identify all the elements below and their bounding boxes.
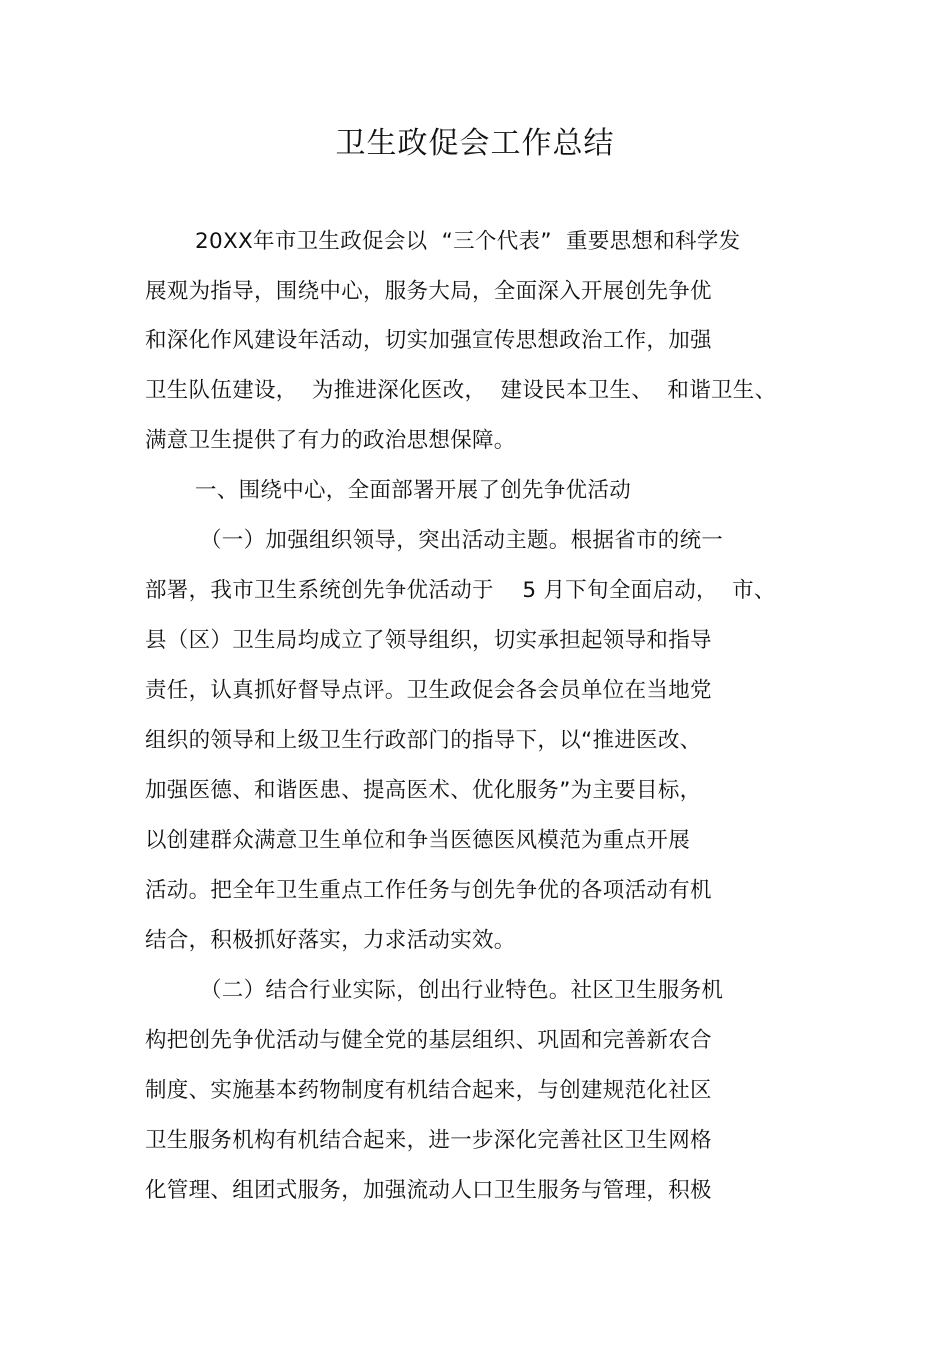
text-line: 组织的领导和上级卫生行政部门的指导下，以“推进医改、 [145, 728, 702, 753]
text-line: 制度、实施基本药物制度有机结合起来，与创建规范化社区 [145, 1078, 712, 1103]
page-title: 卫生政促会工作总结 [335, 126, 615, 161]
text-line: 以创建群众满意卫生单位和争当医德医风模范为重点开展 [145, 828, 691, 853]
text-line: 和深化作风建设年活动，切实加强宣传思想政治工作，加强 [145, 328, 712, 353]
text-line: 部署，我市卫生系统创先争优活动于 5 月下旬全面启动， 市、 [145, 578, 776, 603]
text-line: 县（区）卫生局均成立了领导组织，切实承担起领导和指导 [145, 628, 712, 653]
text-line: 20XX年市卫生政促会以 “三个代表” 重要思想和科学发 [195, 229, 741, 254]
text-line: 展观为指导，围绕中心，服务大局，全面深入开展创先争优 [145, 279, 712, 304]
text-line: 责任，认真抓好督导点评。卫生政促会各会员单位在当地党 [145, 678, 712, 703]
text-line: 满意卫生提供了有力的政治思想保障。 [145, 428, 516, 453]
text-line: 活动。把全年卫生重点工作任务与创先争优的各项活动有机 [145, 878, 712, 903]
text-line: 结合，积极抓好落实，力求活动实效。 [145, 928, 516, 953]
text-line: 卫生服务机构有机结合起来，进一步深化完善社区卫生网格 [145, 1128, 712, 1153]
subsection-heading-line: （一）加强组织领导，突出活动主题。根据省市的统一 [200, 528, 724, 553]
text-line: 加强医德、和谐医患、提高医术、优化服务”为主要目标， [145, 778, 702, 803]
text-line: 构把创先争优活动与健全党的基层组织、巩固和完善新农合 [145, 1028, 712, 1053]
text-line: 卫生队伍建设， 为推进深化医改， 建设民本卫生、 和谐卫生、 [145, 378, 777, 403]
section-heading: 一、围绕中心，全面部署开展了创先争优活动 [195, 478, 632, 503]
subsection-heading-line: （二）结合行业实际，创出行业特色。社区卫生服务机 [200, 978, 724, 1003]
text-line: 化管理、组团式服务，加强流动人口卫生服务与管理，积极 [145, 1178, 712, 1203]
